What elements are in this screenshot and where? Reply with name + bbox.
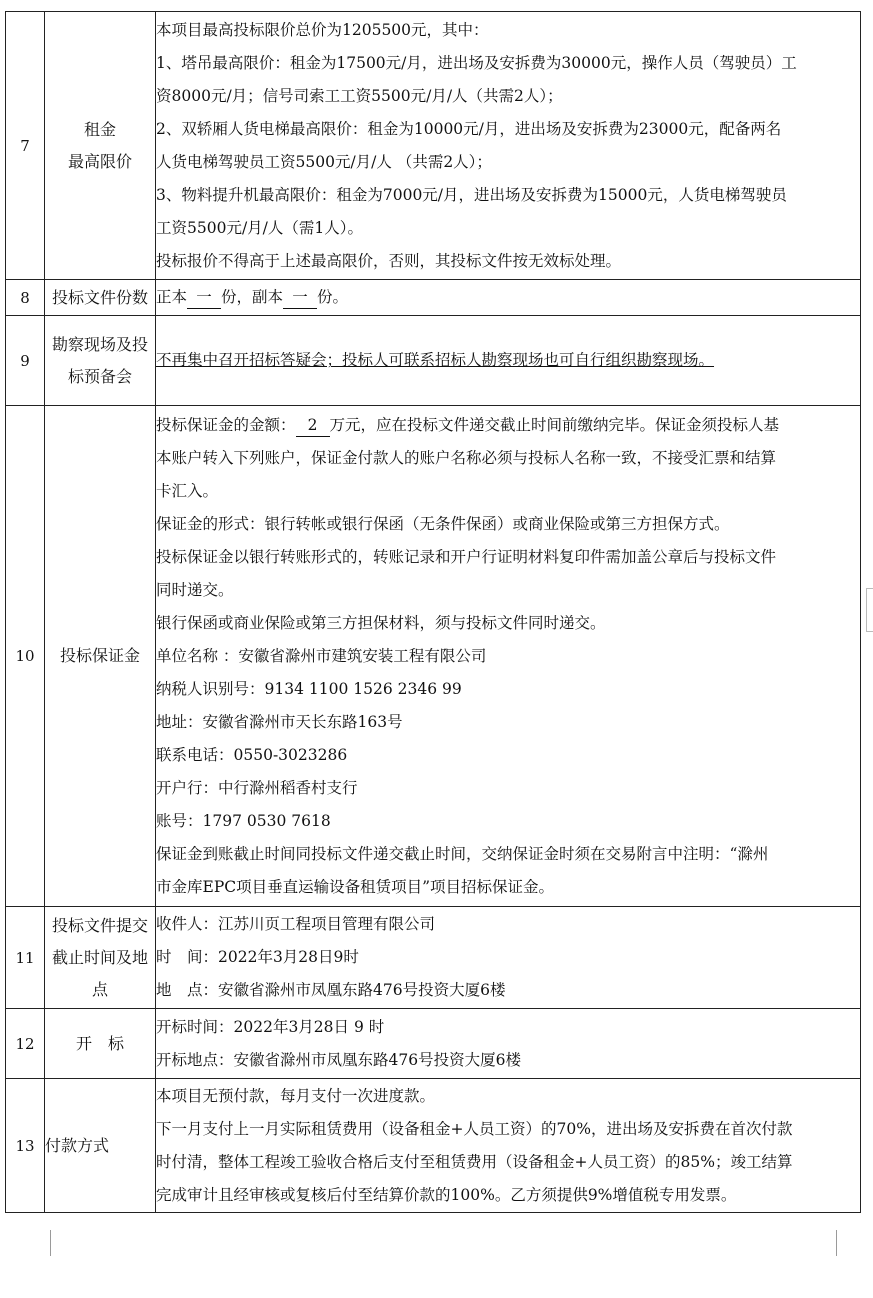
- content-line: 人货电梯驾驶员工资5500元/月/人 （共需2人）；: [156, 152, 492, 171]
- crop-mark-bottom-left: [24, 1230, 51, 1256]
- row-title: 付款方式: [45, 1079, 156, 1213]
- crop-mark-bottom-right: [836, 1230, 863, 1256]
- table-row: [6, 1009, 861, 1079]
- content-line: 保证金到账截止时间同投标文件递交截止时间，交纳保证金时须在交易附言中注明：“滁州: [156, 844, 769, 863]
- copies-text: 份。: [317, 288, 349, 306]
- row-title-line: 投标文件提交: [51, 915, 148, 935]
- content-line: 地 点：安徽省滁州市凤凰东路476号投资大厦6楼: [156, 981, 506, 999]
- content-line: 3、物料提升机最高限价：租金为7000元/月，进出场及安拆费为15000元，人货电梯驾驶员: [156, 185, 787, 204]
- row-content: [156, 907, 861, 1009]
- original-copies-blank: 一: [187, 286, 221, 309]
- row-title-line: 最高限价: [67, 151, 132, 171]
- content-line: 单位名称 ：安徽省滁州市建筑安装工程有限公司: [156, 646, 487, 665]
- content-line: 保证金的形式：银行转帐或银行保函（无条件保函）或商业保险或第三方担保方式。: [156, 514, 730, 533]
- row-title: 开 标: [45, 1009, 156, 1079]
- content-line: 投标保证金以银行转账形式的，转账记录和开户行证明材料复印件需加盖公章后与投标文件: [156, 547, 777, 566]
- row-number: 13: [6, 1079, 45, 1213]
- table-row: [6, 1079, 861, 1213]
- row-title-line: 租金: [83, 119, 116, 139]
- content-line: 开标地点：安徽省滁州市凤凰东路476号投资大厦6楼: [156, 1050, 521, 1069]
- content-line: 下一月支付上一月实际租赁费用（设备租金+人员工资）的70%，进出场及安拆费在首次付款: [156, 1119, 793, 1138]
- row-title: [45, 316, 156, 406]
- row-content: [156, 406, 861, 907]
- content-line: 时 间：2022年3月28日9时: [156, 948, 359, 966]
- row-title: 投标保证金: [45, 406, 156, 907]
- content-line: 联系电话：0550-3023286: [156, 745, 348, 764]
- row-content: [156, 1079, 861, 1213]
- row-number: 8: [6, 280, 45, 316]
- content-line: 1、塔吊最高限价：租金为17500元/月，进出场及安拆费为30000元，操作人员（驾驶员）工: [156, 53, 797, 72]
- content-line: 2、双轿厢人货电梯最高限价：租金为10000元/月，进出场及安拆费为23000元，配备两名: [156, 119, 782, 138]
- copies-text: 份，副本: [221, 288, 284, 306]
- amount-suffix: 万元，应在投标文件递交截止时间前缴纳完毕。保证金须投标人基: [329, 415, 780, 434]
- content-line: 本账户转入下列账户，保证金付款人的账户名称必须与投标人名称一致，不接受汇票和结算: [156, 448, 777, 467]
- content-line: 工资5500元/月/人（需1人）。: [156, 218, 364, 237]
- page-edge-marker: [866, 588, 873, 632]
- amount-prefix: 投标保证金的金额：: [156, 415, 296, 434]
- content-line: 同时递交。: [156, 580, 234, 599]
- row-title: [45, 12, 156, 280]
- row-number: 12: [6, 1009, 45, 1079]
- row-content: [156, 1009, 861, 1079]
- content-line: 卡汇入。: [156, 481, 219, 500]
- content-line: 开标时间：2022年3月28日 9 时: [156, 1017, 385, 1036]
- content-line: 地址：安徽省滁州市天长东路163号: [156, 712, 403, 731]
- content-line: 资8000元/月；信号司索工工资5500元/月/人（共需2人）；: [156, 86, 563, 105]
- row-number: 11: [6, 907, 45, 1009]
- row-title: 投标文件份数: [45, 280, 156, 316]
- table-row: [6, 280, 861, 316]
- table-row: [6, 316, 861, 406]
- table-row: [6, 12, 861, 280]
- row-title-line: 标预备会: [67, 366, 132, 386]
- content-line: 账号：1797 0530 7618: [156, 811, 331, 830]
- content-line: 时付清，整体工程竣工验收合格后支付至租赁费用（设备租金+人员工资）的85%；竣工结算: [156, 1152, 793, 1171]
- table-row: [6, 907, 861, 1009]
- deposit-amount-blank: 2: [296, 414, 330, 437]
- content-line: 不再集中召开招标答疑会；投标人可联系招标人勘察现场也可自行组织勘察现场。: [156, 351, 715, 369]
- row-number: 10: [6, 406, 45, 907]
- content-line: 完成审计且经审核或复核后付至结算价款的100%。乙方须提供9%增值税专用发票。: [156, 1185, 737, 1204]
- duplicate-copies-blank: 一: [283, 286, 317, 309]
- bid-info-table: [5, 11, 861, 1213]
- content-line: 本项目无预付款，每月支付一次进度款。: [156, 1086, 436, 1105]
- content-line: 投标报价不得高于上述最高限价，否则，其投标文件按无效标处理。: [156, 251, 622, 270]
- content-line: 纳税人识别号：9134 1100 1526 2346 99: [156, 679, 462, 698]
- row-number: 9: [6, 316, 45, 406]
- row-content: [156, 316, 861, 406]
- row-content: [156, 280, 861, 316]
- content-line: 收件人：江苏川页工程项目管理有限公司: [156, 915, 436, 933]
- content-line: 本项目最高投标限价总价为1205500元，其中：: [156, 20, 489, 39]
- row-title-line: 截止时间及地: [51, 947, 148, 967]
- content-line: 银行保函或商业保险或第三方担保材料，须与投标文件同时递交。: [156, 613, 606, 632]
- row-title-line: 勘察现场及投: [51, 334, 148, 354]
- content-line: 市金库EPC项目垂直运输设备租赁项目”项目招标保证金。: [156, 877, 555, 896]
- content-line: [156, 409, 860, 442]
- table-row: [6, 406, 861, 907]
- row-title: [45, 907, 156, 1009]
- row-content: [156, 12, 861, 280]
- row-number: 7: [6, 12, 45, 280]
- row-title-line: 点: [91, 979, 108, 999]
- content-line: 开户行：中行滁州稻香村支行: [156, 778, 358, 797]
- copies-text: 正本: [156, 288, 188, 306]
